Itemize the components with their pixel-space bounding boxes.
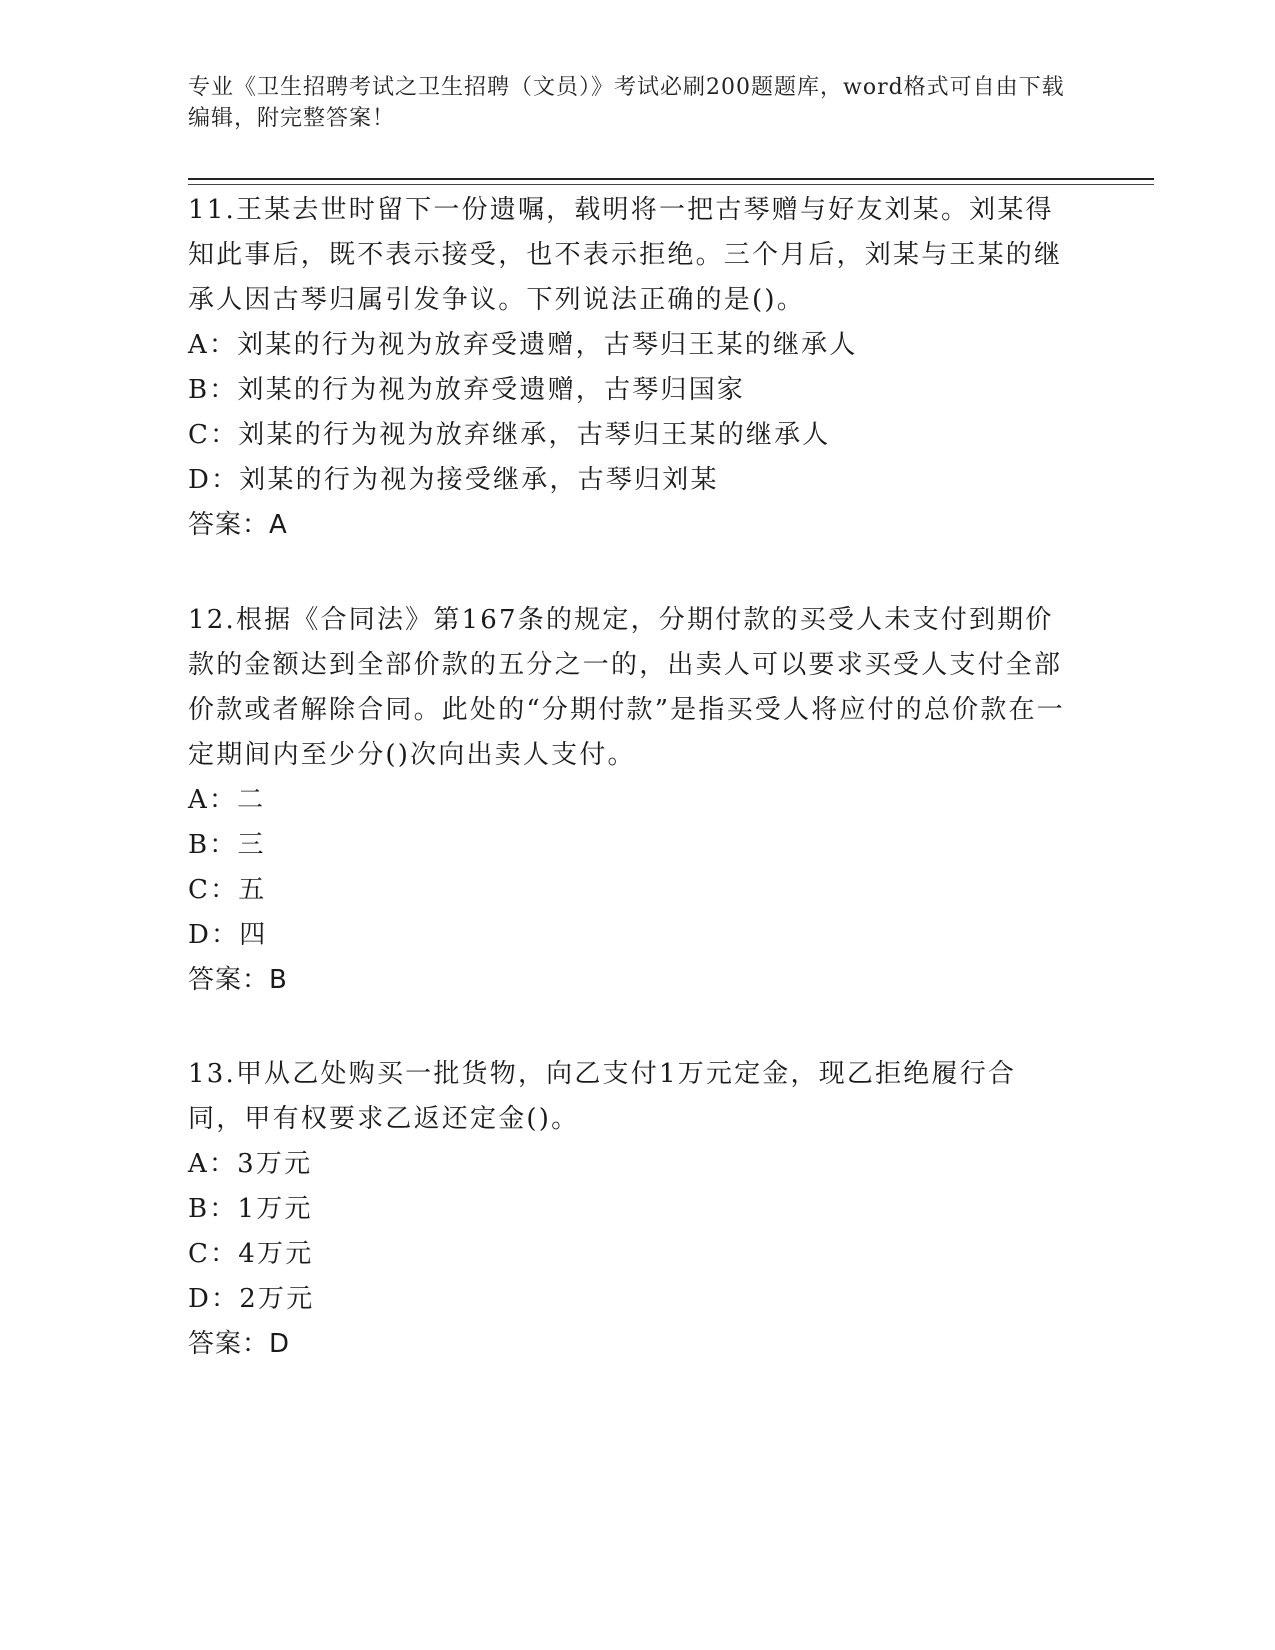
question-11 bbox=[188, 188, 1068, 548]
document-header: 专业《卫生招聘考试之卫生招聘（文员）》考试必刷200题题库，word格式可自由下载编辑，附完整答案！ bbox=[188, 75, 1065, 131]
option-d: D：刘某的行为视为接受继承，古琴归刘某 bbox=[188, 465, 719, 495]
answer: 答案：B bbox=[188, 965, 288, 995]
option-b: B：1万元 bbox=[188, 1194, 313, 1224]
option-c: C：五 bbox=[188, 875, 267, 905]
header-divider-thick bbox=[188, 178, 1154, 180]
question-stem: 12.根据《合同法》第167条的规定，分期付款的买受人未支付到期价款的金额达到全部价款的五分之一的，出卖人可以要求买受人支付全部价款或者解除合同。此处的“分期付款”是指买受人将应付的总价款在一定期间内至少分()次向出卖人支付。 bbox=[188, 605, 1065, 770]
question-13 bbox=[188, 1052, 1068, 1367]
option-a: A：刘某的行为视为放弃受遗赠，古琴归王某的继承人 bbox=[188, 330, 858, 360]
option-b: B：刘某的行为视为放弃受遗赠，古琴归国家 bbox=[188, 375, 746, 405]
option-c: C：4万元 bbox=[188, 1239, 314, 1269]
question-stem: 11.王某去世时留下一份遗嘱，载明将一把古琴赠与好友刘某。刘某得知此事后，既不表示接受，也不表示拒绝。三个月后，刘某与王某的继承人因古琴归属引发争议。下列说法正确的是()。 bbox=[188, 195, 1063, 315]
header-divider-thin bbox=[188, 184, 1154, 185]
option-a: A：二 bbox=[188, 785, 266, 815]
option-b: B：三 bbox=[188, 830, 266, 860]
option-a: A：3万元 bbox=[188, 1149, 313, 1179]
option-d: D：2万元 bbox=[188, 1284, 315, 1314]
option-c: C：刘某的行为视为放弃继承，古琴归王某的继承人 bbox=[188, 420, 831, 450]
answer: 答案：D bbox=[188, 1329, 291, 1359]
question-12 bbox=[188, 598, 1068, 1003]
option-d: D：四 bbox=[188, 920, 268, 950]
question-stem: 13.甲从乙处购买一批货物，向乙支付1万元定金，现乙拒绝履行合同，甲有权要求乙返还定金()。 bbox=[188, 1059, 1017, 1134]
answer: 答案：A bbox=[188, 510, 288, 540]
